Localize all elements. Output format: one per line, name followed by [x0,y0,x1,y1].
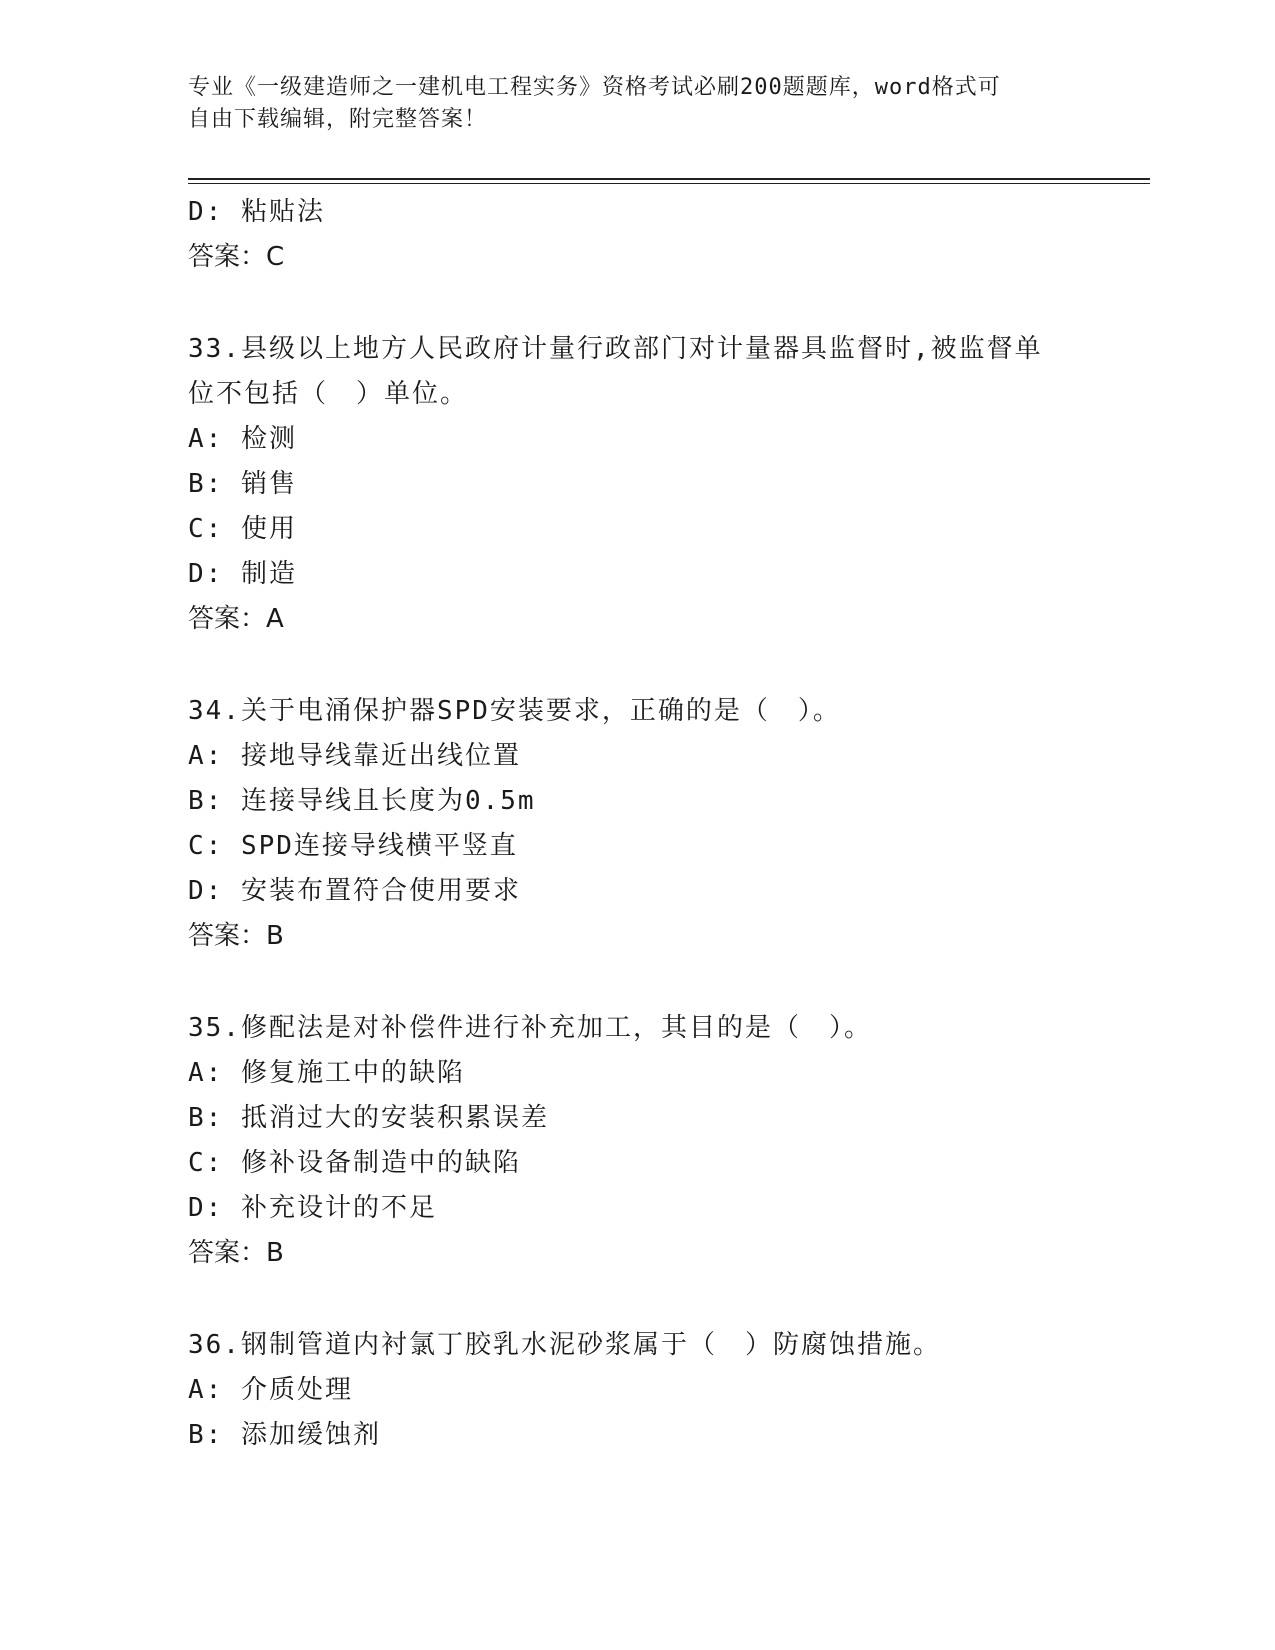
question-stem: 35.修配法是对补偿件进行补充加工，其目的是（ ）。 [188,1013,872,1043]
option-b: B: 连接导线且长度为0.5m [188,786,536,816]
option-c: C: 修补设备制造中的缺陷 [188,1148,521,1178]
question-34 [188,689,1088,959]
option-b: B: 抵消过大的安装积累误差 [188,1103,549,1133]
option-b: B: 添加缓蚀剂 [188,1420,381,1450]
option-c: C: SPD连接导线横平竖直 [188,831,518,861]
document-header [188,72,1068,136]
spacer [188,1276,1088,1323]
option-d: D: 补充设计的不足 [188,1193,437,1223]
option-a: A: 接地导线靠近出线位置 [188,741,521,771]
question-35 [188,1006,1088,1276]
answer: 答案：B [188,1238,284,1268]
option-a: A: 修复施工中的缺陷 [188,1058,465,1088]
question-36 [188,1323,1088,1458]
option-a: A: 介质处理 [188,1375,353,1405]
question-33 [188,327,1088,642]
question-stem: 33.县级以上地方人民政府计量行政部门对计量器具监督时,被监督单 [188,334,1043,364]
option-c: C: 使用 [188,514,297,544]
answer: 答案：B [188,921,284,951]
question-32-tail [188,190,1088,280]
question-stem: 34.关于电涌保护器SPD安装要求，正确的是（ ）。 [188,696,841,726]
option-b: B: 销售 [188,469,297,499]
document-body [188,190,1088,1458]
header-line-1: 专业《一级建造师之一建机电工程实务》资格考试必刷200题题库，word格式可 [188,75,1001,100]
option-d: D: 安装布置符合使用要求 [188,876,521,906]
header-rule-thin [188,183,1150,184]
answer: 答案：A [188,604,284,634]
question-stem: 36.钢制管道内衬氯丁胶乳水泥砂浆属于（ ）防腐蚀措施。 [188,1330,941,1360]
option-d: D: 粘贴法 [188,197,325,227]
answer: 答案：C [188,242,285,272]
question-stem-continued: 位不包括（ ）单位。 [188,379,469,409]
option-d: D: 制造 [188,559,297,589]
spacer [188,280,1088,327]
header-rule-thick [188,178,1150,180]
spacer [188,959,1088,1006]
header-line-2: 自由下载编辑，附完整答案！ [188,107,488,132]
option-a: A: 检测 [188,424,297,454]
spacer [188,642,1088,689]
